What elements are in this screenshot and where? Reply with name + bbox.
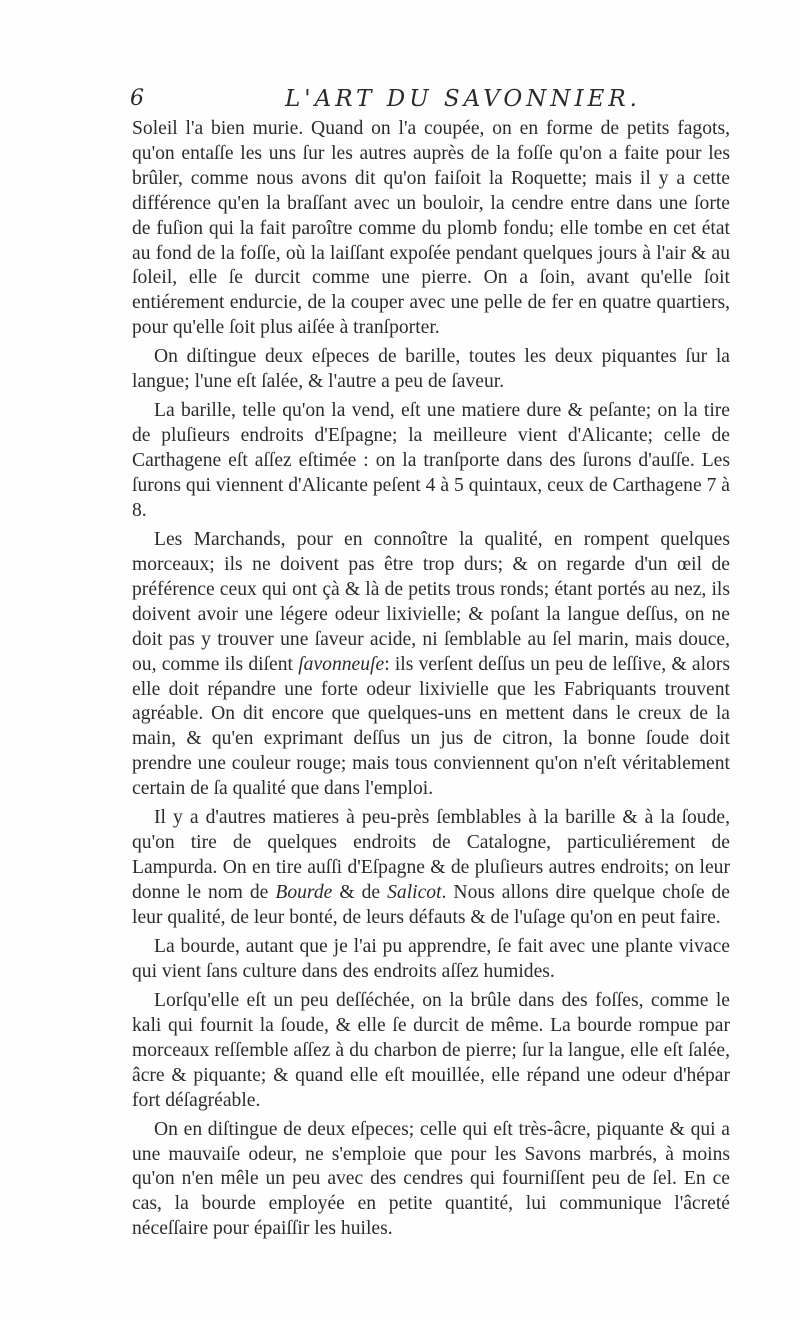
- text-segment: : ils verſent deſſus un peu de leſſive, & alors elle doit répandre une forte odeur lixivielle que les Fabriquants trouvent agréable. On dit encore que quelques-uns en mettent dans le creux de la main, & qu'en exprimant deſſus un jus de citron, la bonne ſoude doit prendre une couleur rouge; mais tous conviennent qu'on n'eſt véritablement certain de ſa qualité que dans l'emploi.: [132, 653, 730, 800]
- paragraph-4: [132, 528, 730, 802]
- running-title: L'ART DU SAVONNIER.: [285, 86, 641, 112]
- paragraph-3: [132, 399, 730, 524]
- paragraph-6: [132, 935, 730, 985]
- paragraph-5: [132, 806, 730, 931]
- text-segment: On en diſtingue de deux eſpeces; celle qui eſt très-âcre, piquante & qui a une mauvaiſe odeur, ne s'emploie que pour les Savons marbrés, à moins qu'on n'en mêle un peu avec des cendres qui fourniſſent peu de ſel. En ce cas, la bourde employée en petite quantité, lui communique l'âcreté néceſſaire pour épaiſſir les huiles.: [132, 1118, 730, 1240]
- text-segment: Soleil l'a bien murie. Quand on l'a coupée, on en forme de petits fagots, qu'on entaſſe les uns ſur les autres auprès de la foſſe qu'on a faite pour les brûler, comme nous avons dit qu'on faiſoit la Roquette; mais il y a cette différence qu'en la braſſant avec un bouloir, la cendre entre dans une ſorte de fuſion qui la fait paroître comme du plomb fondu; elle tombe en cet état au fond de la foſſe, où la laiſſant expoſée pendant quelques jours à l'air & au ſoleil, elle ſe durcit comme une pierre. On a ſoin, avant qu'elle ſoit entiérement endurcie, de la couper avec une pelle de fer en quatre quartiers, pour qu'elle ſoit plus aiſée à tranſporter.: [132, 118, 730, 339]
- body-text: [132, 117, 730, 1242]
- paragraph-2: [132, 345, 730, 395]
- text-segment: & de: [332, 881, 388, 903]
- page-number: 6: [130, 86, 145, 111]
- paragraph-8: [132, 1118, 730, 1243]
- italic-term: ſavonneuſe: [298, 653, 385, 675]
- italic-term: Bourde: [275, 881, 333, 903]
- text-segment: Les Marchands, pour en connoître la qualité, en rompent quelques morceaux; ils ne doivent pas être trop durs; & on regarde d'un œil de préférence ceux qui ont çà & là de petits trous ronds; étant portés au nez, ils doivent avoir une légere odeur lixivielle; & poſant la langue deſſus, on ne doit pas y trouver une ſaveur acide, ni ſemblable au ſel marin, mais douce, ou, comme ils diſent: [132, 529, 730, 675]
- paragraph-1: [132, 117, 730, 341]
- text-segment: La barille, telle qu'on la vend, eſt une matiere dure & peſante; on la tire de pluſieurs endroits d'Eſpagne; la meilleure vient d'Alicante; celle de Carthagene eſt aſſez eſtimée : on la tranſporte dans des ſurons d'auſſe. Les ſurons qui viennent d'Alicante peſent 4 à 5 quintaux, ceux de Carthagene 7 à 8.: [132, 400, 730, 521]
- text-segment: Lorſqu'elle eſt un peu deſſéchée, on la brûle dans des foſſes, comme le kali qui fournit la ſoude, & elle ſe durcit de même. La bourde rompue par morceaux reſſemble aſſez à du charbon de pierre; ſur la langue, elle eſt ſalée, âcre & piquante; & quand elle eſt mouillée, elle répand une odeur d'hépar fort déſagréable.: [132, 989, 730, 1111]
- italic-term: Salicot: [387, 881, 442, 903]
- text-segment: Il y a d'autres matieres à peu-près ſemblables à la barille & à la ſoude, qu'on tire de quelques endroits de Catalogne, particuliérement de Lampurda. On en tire auſſi d'Eſpagne & de pluſieurs autres endroits; on leur donne le nom de: [132, 807, 730, 903]
- text-segment: La bourde, autant que je l'ai pu apprendre, ſe fait avec une plante vivace qui vient ſans culture dans des endroits aſſez humides.: [132, 935, 730, 982]
- page-header: [120, 86, 700, 116]
- text-segment: On diſtingue deux eſpeces de barille, toutes les deux piquantes ſur la langue; l'une eſt ſalée, & l'autre a peu de ſaveur.: [132, 346, 730, 393]
- text-segment: . Nous allons dire quelque choſe de leur qualité, de leur bonté, de leurs défauts & de l'uſage qu'on en peut faire.: [132, 881, 731, 928]
- paragraph-7: [132, 989, 730, 1114]
